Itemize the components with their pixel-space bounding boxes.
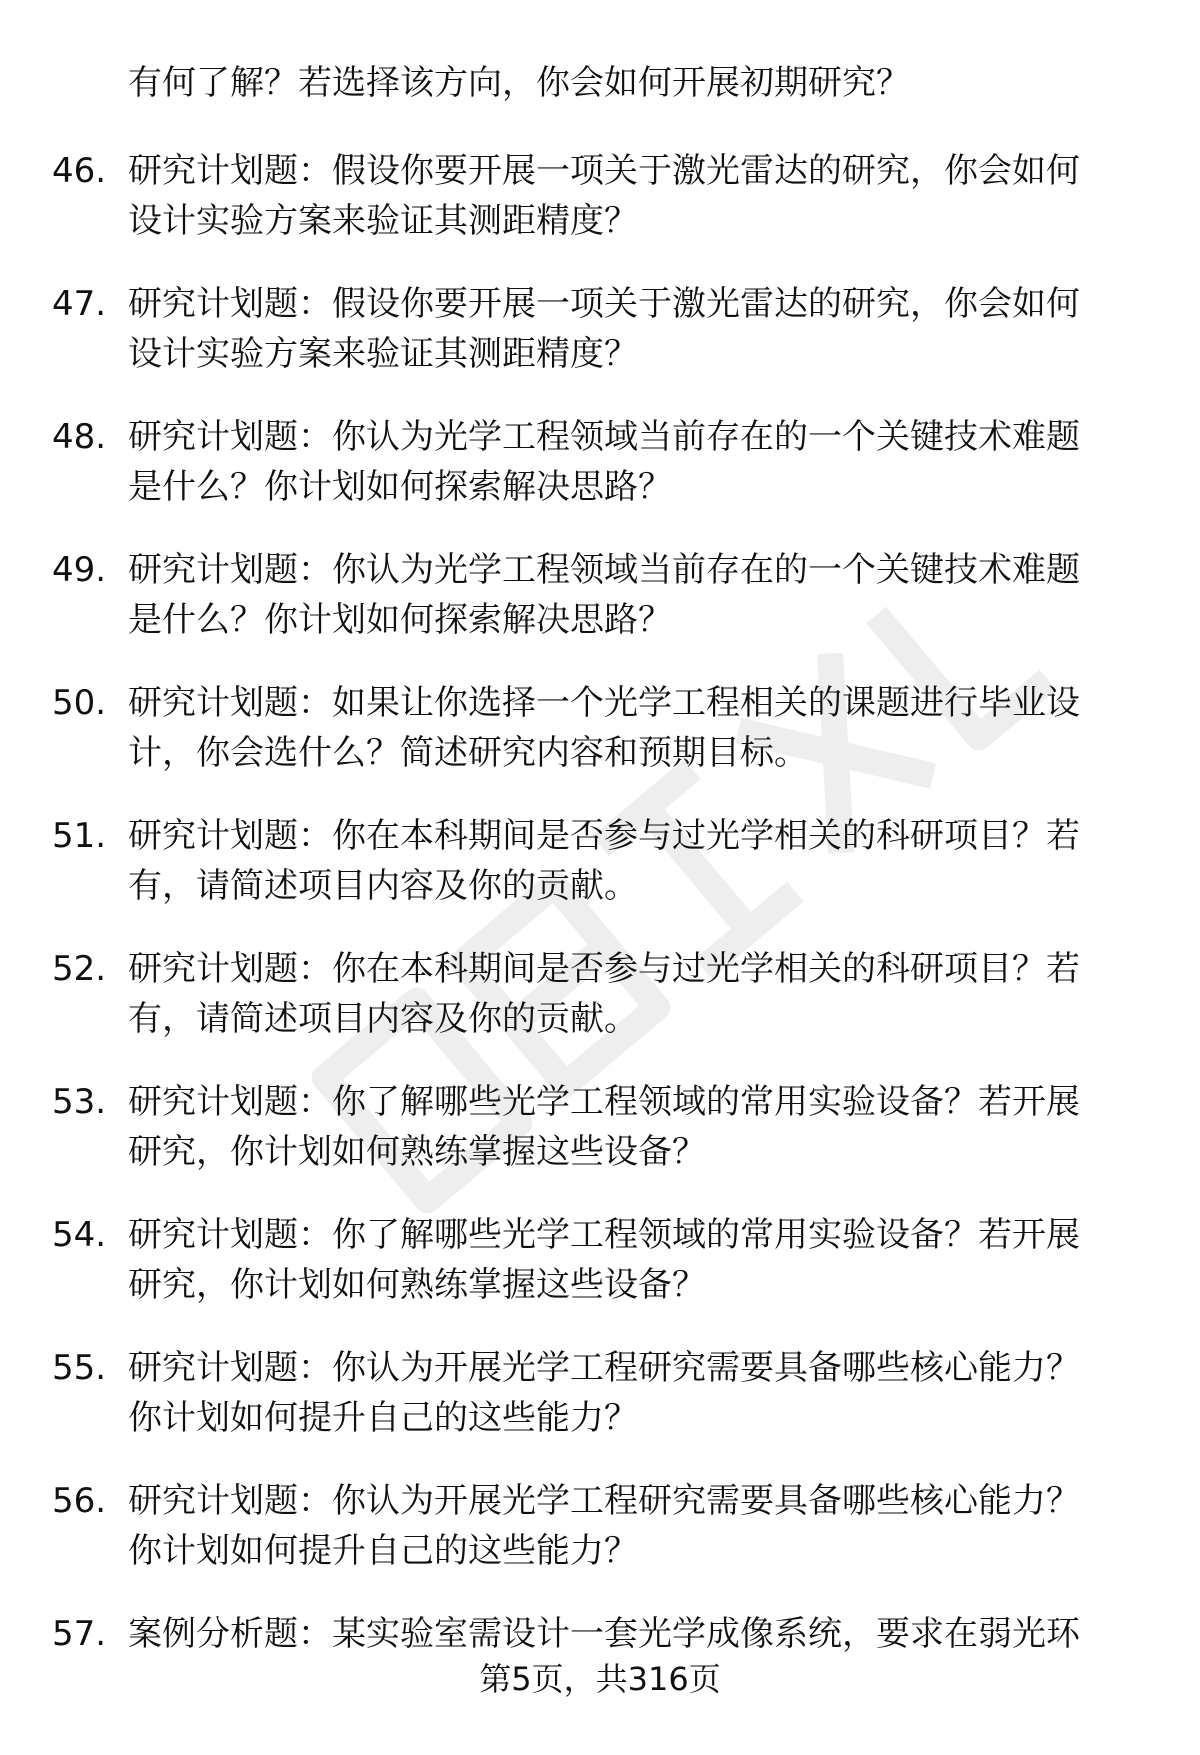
question-item (0, 944, 1200, 1044)
question-text-line: 研究计划题：你认为光学工程领域当前存在的一个关键技术难题 (128, 550, 1080, 590)
question-number: 53. (52, 1082, 107, 1122)
question-text-line: 研究计划题：你在本科期间是否参与过光学相关的科研项目？若 (128, 949, 1080, 989)
question-item (0, 412, 1200, 512)
question-item (0, 811, 1200, 911)
question-item (0, 1343, 1200, 1443)
question-text-line: 研究，你计划如何熟练掌握这些设备？ (128, 1265, 706, 1305)
question-number: 46. (52, 151, 107, 191)
question-text-line: 你计划如何提升自己的这些能力？ (128, 1398, 638, 1438)
question-text-line: 研究计划题：你了解哪些光学工程领域的常用实验设备？若开展 (128, 1215, 1080, 1255)
question-item (0, 1077, 1200, 1177)
question-text-line: 有，请简述项目内容及你的贡献。 (128, 999, 638, 1039)
question-item (0, 1476, 1200, 1576)
question-text-line: 设计实验方案来验证其测距精度？ (128, 334, 638, 374)
question-number: 56. (52, 1481, 107, 1521)
question-text-line: 案例分析题：某实验室需设计一套光学成像系统，要求在弱光环 (128, 1614, 1080, 1654)
question-item (0, 545, 1200, 645)
question-item (0, 678, 1200, 778)
question-number: 48. (52, 417, 107, 457)
question-text-line: 有，请简述项目内容及你的贡献。 (128, 866, 638, 906)
question-text-line: 你计划如何提升自己的这些能力？ (128, 1531, 638, 1571)
question-number: 47. (52, 284, 107, 324)
question-text-line: 研究计划题：你认为光学工程领域当前存在的一个关键技术难题 (128, 417, 1080, 457)
question-number: 50. (52, 683, 107, 723)
question-number: 54. (52, 1215, 107, 1255)
question-text-line: 计，你会选什么？简述研究内容和预期目标。 (128, 733, 808, 773)
question-text-line: 研究计划题：假设你要开展一项关于激光雷达的研究，你会如何 (128, 151, 1080, 191)
question-number: 55. (52, 1348, 107, 1388)
question-number: 51. (52, 816, 107, 856)
question-number: 57. (52, 1614, 107, 1654)
question-text-line: 研究，你计划如何熟练掌握这些设备？ (128, 1132, 706, 1172)
question-number: 52. (52, 949, 107, 989)
question-text-line: 研究计划题：你认为开展光学工程研究需要具备哪些核心能力？ (128, 1348, 1080, 1388)
question-text-line: 研究计划题：你认为开展光学工程研究需要具备哪些核心能力？ (128, 1481, 1080, 1521)
question-text-line: 设计实验方案来验证其测距精度？ (128, 201, 638, 241)
page-footer: 第5页，共316页 (479, 1660, 721, 1698)
question-item (0, 1609, 1200, 1659)
continuation-text: 有何了解？若选择该方向，你会如何开展初期研究？ (128, 63, 910, 103)
question-number: 49. (52, 550, 107, 590)
question-item (0, 1210, 1200, 1310)
question-text-line: 研究计划题：如果让你选择一个光学工程相关的课题进行毕业设 (128, 683, 1080, 723)
question-list (0, 146, 1200, 1692)
question-text-line: 研究计划题：假设你要开展一项关于激光雷达的研究，你会如何 (128, 284, 1080, 324)
question-item (0, 279, 1200, 379)
question-text-line: 研究计划题：你在本科期间是否参与过光学相关的科研项目？若 (128, 816, 1080, 856)
question-text-line: 是什么？你计划如何探索解决思路？ (128, 600, 672, 640)
question-item (0, 146, 1200, 246)
question-text-line: 是什么？你计划如何探索解决思路？ (128, 467, 672, 507)
question-text-line: 研究计划题：你了解哪些光学工程领域的常用实验设备？若开展 (128, 1082, 1080, 1122)
